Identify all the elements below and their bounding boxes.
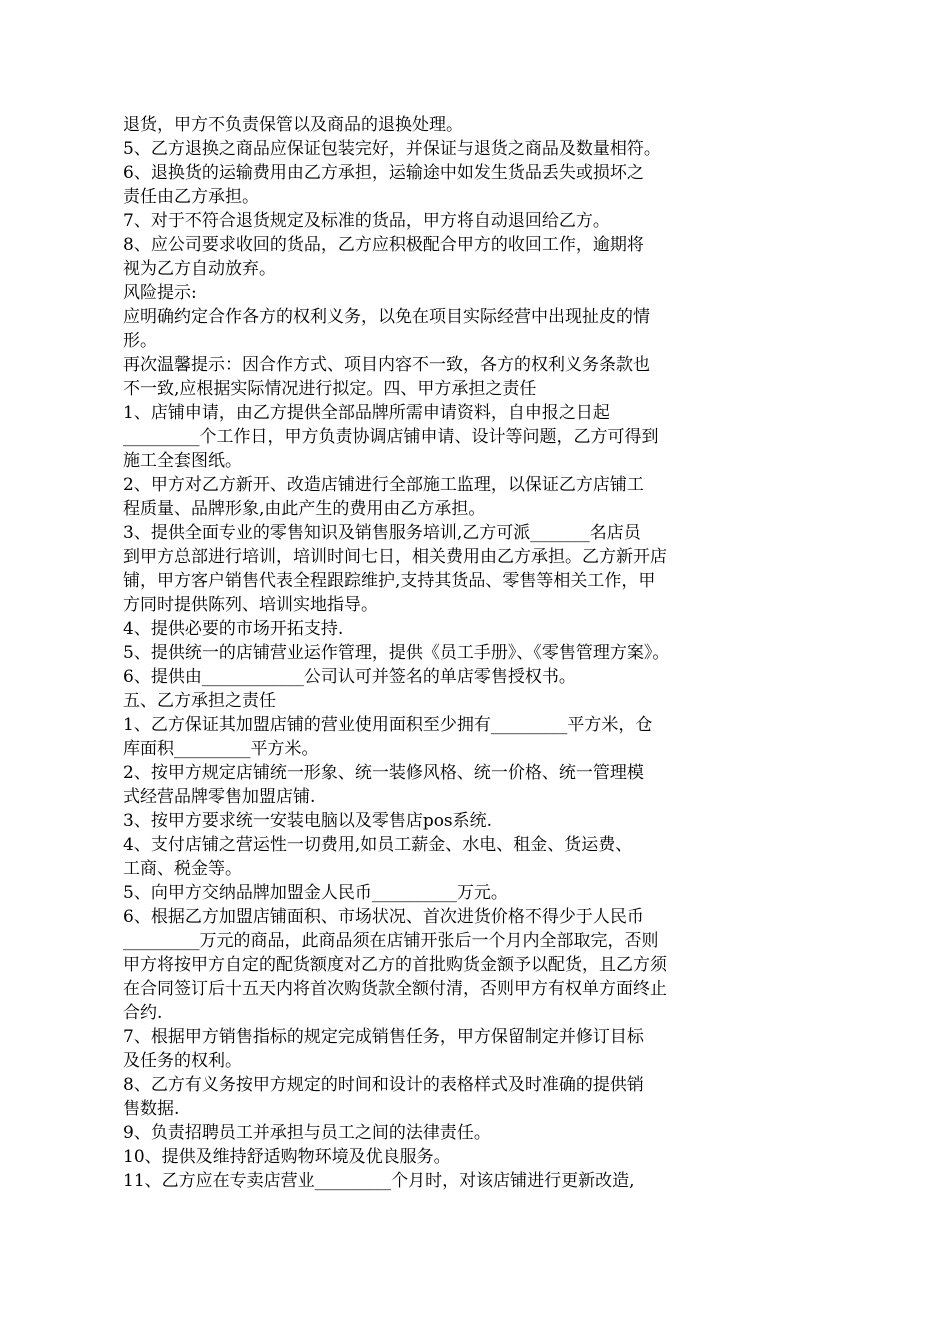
text-line: 8、应公司要求收回的货品，乙方应积极配合甲方的收回工作，逾期将 xyxy=(123,235,644,255)
text-line: 4、提供必要的市场开拓支持. xyxy=(123,619,344,639)
text-line: 1、乙方保证其加盟店铺的营业使用面积至少拥有_________平方米，仓 xyxy=(123,715,653,735)
text-line: _________万元的商品，此商品须在店铺开张后一个月内全部取完，否则 xyxy=(123,931,659,951)
text-line: 4、支付店铺之营运性一切费用,如员工薪金、水电、租金、货运费、 xyxy=(123,835,633,855)
text-line: 应明确约定合作各方的权利义务，以免在项目实际经营中出现扯皮的情 xyxy=(123,307,650,327)
text-line: 8、乙方有义务按甲方规定的时间和设计的表格样式及时准确的提供销 xyxy=(123,1075,644,1095)
text-line: 9、负责招聘员工并承担与员工之间的法律责任。 xyxy=(123,1123,491,1143)
text-line: 7、对于不符合退货规定及标准的货品，甲方将自动退回给乙方。 xyxy=(123,211,610,231)
text-line: 6、根据乙方加盟店铺面积、市场状况、首次进货价格不得少于人民币 xyxy=(123,907,644,927)
text-line: 5、乙方退换之商品应保证包装完好，并保证与退货之商品及数量相符。 xyxy=(123,139,661,159)
text-line: 施工全套图纸。 xyxy=(123,451,242,471)
text-line: _________个工作日，甲方负责协调店铺申请、设计等问题，乙方可得到 xyxy=(123,427,659,447)
text-line: 甲方将按甲方自定的配货额度对乙方的首批购货金额予以配货，且乙方须 xyxy=(123,955,667,975)
text-line: 2、按甲方规定店铺统一形象、统一装修风格、统一价格、统一管理模 xyxy=(123,763,644,783)
text-line: 1、店铺申请，由乙方提供全部品牌所需申请资料，自申报之日起 xyxy=(123,403,610,423)
text-line: 视为乙方自动放弃。 xyxy=(123,259,276,279)
text-line: 3、按甲方要求统一安装电脑以及零售店pos系统. xyxy=(123,811,493,831)
text-line: 形。 xyxy=(123,331,157,351)
document-page xyxy=(123,113,823,1193)
text-line: 2、甲方对乙方新开、改造店铺进行全部施工监理，以保证乙方店铺工 xyxy=(123,475,644,495)
text-line: 退货，甲方不负责保管以及商品的退换处理。 xyxy=(123,115,463,135)
text-line: 6、退换货的运输费用由乙方承担，运输途中如发生货品丢失或损坏之 xyxy=(123,163,644,183)
text-line: 11、乙方应在专卖店营业_________个月时，对该店铺进行更新改造, xyxy=(123,1171,635,1191)
text-line: 到甲方总部进行培训，培训时间七日，相关费用由乙方承担。乙方新开店 xyxy=(123,547,667,567)
text-line: 铺，甲方客户销售代表全程跟踪维护,支持其货品、零售等相关工作，甲 xyxy=(123,571,656,591)
text-line: 5、向甲方交纳品牌加盟金人民币__________万元。 xyxy=(123,883,508,903)
section-heading: 五、乙方承担之责任 xyxy=(123,691,276,711)
text-line: 责任由乙方承担。 xyxy=(123,187,259,207)
text-line: 不一致,应根据实际情况进行拟定。四、甲方承担之责任 xyxy=(123,379,537,399)
text-line: 6、提供由____________公司认可并签名的单店零售授权书。 xyxy=(123,667,576,687)
text-line: 在合同签订后十五天内将首次购货款全额付清，否则甲方有权单方面终止 xyxy=(123,979,667,999)
text-line: 工商、税金等。 xyxy=(123,859,242,879)
text-line: 售数据. xyxy=(123,1099,180,1119)
text-line: 5、提供统一的店铺营业运作管理，提供《员工手册》、《零售管理方案》。 xyxy=(123,643,670,663)
text-line: 及任务的权利。 xyxy=(123,1051,242,1071)
text-line: 合约. xyxy=(123,1003,163,1023)
text-line: 方同时提供陈列、培训实地指导。 xyxy=(123,595,378,615)
text-line: 10、提供及维持舒适购物环境及优良服务。 xyxy=(123,1147,451,1167)
section-heading: 风险提示: xyxy=(123,283,197,303)
text-line: 3、提供全面专业的零售知识及销售服务培训,乙方可派_______名店员 xyxy=(123,523,641,543)
text-line: 库面积_________平方米。 xyxy=(123,739,319,759)
text-line: 再次温馨提示：因合作方式、项目内容不一致，各方的权利义务条款也 xyxy=(123,355,650,375)
text-line: 7、根据甲方销售指标的规定完成销售任务，甲方保留制定并修订目标 xyxy=(123,1027,644,1047)
text-line: 程质量、品牌形象,由此产生的费用由乙方承担。 xyxy=(123,499,486,519)
text-line: 式经营品牌零售加盟店铺. xyxy=(123,787,316,807)
